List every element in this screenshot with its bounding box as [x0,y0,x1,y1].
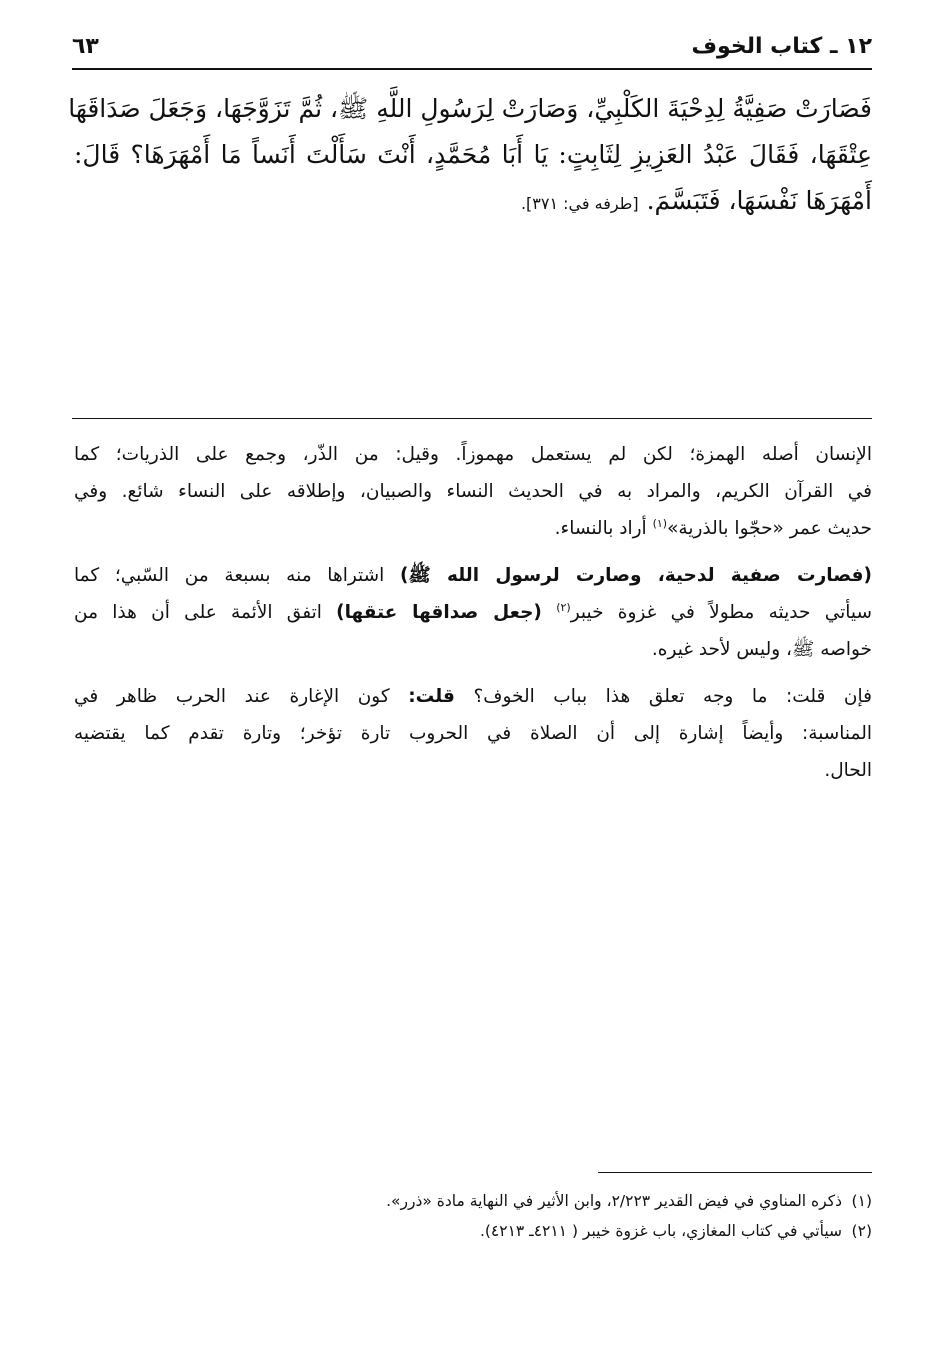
commentary-text: اشتراها منه بسبعة من السّبي؛ كما [74,565,400,586]
commentary-line: خواصه ﷺ، وليس لأحد غيره. [651,639,872,660]
commentary [74,436,872,799]
commentary-paragraph [74,436,872,547]
commentary-paragraph [74,557,872,668]
lemma-bold: (فصارت صفية لدحية، وصارت لرسول الله ﷺ) [399,565,872,586]
footnote-text: سيأتي في كتاب المغازي، باب غزوة خيبر ( ٤٢١١ـ ٤٢١٣). [479,1222,842,1240]
commentary-text: فإن قلت: ما وجه تعلق هذا بباب الخوف؟ [454,686,872,707]
hadith-line [74,178,872,227]
commentary-text: أراد بالنساء. [554,518,653,539]
footnote-number: (١) [851,1192,872,1210]
lemma-bold: قلت: [408,686,455,707]
lemma-bold: (جعل صداقها عتقها) [336,602,542,623]
footnotes-divider [598,1172,872,1173]
commentary-divider [72,418,872,419]
commentary-line [74,678,872,715]
hadith-line: فَصَارَتْ صَفِيَّةُ لِدِحْيَةَ الكَلْبِيِّ، وَصَارَتْ لِرَسُولِ اللَّهِ ﷺ، ثُمَّ تَزَوَّجَهَا، وَجَعَلَ صَدَاقَهَا [68,94,872,123]
hadith-reference: [طرفه في: ٣٧١]. [520,194,639,213]
footnote-ref[interactable]: (١) [652,516,668,530]
commentary-text: كون الإغارة عند الحرب ظاهر في [74,686,409,707]
commentary-line [74,557,872,594]
quote-text: حديث عمر «حجّوا بالذرية» [667,518,872,539]
header-divider [72,68,872,70]
footnote [74,1216,872,1246]
commentary-line: المناسبة: وأيضاً إشارة إلى أن الصلاة في الحروب تارة تؤخر؛ وتارة تقدم كما يقتضيه [74,723,872,744]
commentary-line: في القرآن الكريم، والمراد به في الحديث النساء والصبيان، وإطلاقه على النساء شائع. وفي [74,481,872,502]
commentary-line: الحال. [824,760,872,781]
commentary-text: اتفق الأئمة على أن هذا من [74,602,337,623]
hadith-line-text: أَمْهَرَهَا نَفْسَهَا، فَتَبَسَّمَ. [646,186,872,215]
commentary-paragraph [74,678,872,789]
footnote-number: (٢) [851,1222,872,1240]
chapter-title: ١٢ ـ كتاب الخوف [691,33,872,59]
page-header [72,28,872,64]
footnote-ref[interactable]: (٢) [556,600,571,614]
footnote [74,1186,872,1216]
commentary-line: الإنسان أصله الهمزة؛ لكن لم يستعمل مهموزاً. وقيل: من الذّر، وجمع على الذريات؛ كما [74,444,872,465]
commentary-line [74,594,872,631]
footnotes [74,1186,872,1246]
page-number: ٦٣ [72,33,99,59]
commentary-text: سيأتي حديثه مطولاً في غزوة خيبر [570,602,872,623]
commentary-line [74,510,872,547]
space [542,602,556,623]
hadith-text [68,86,872,227]
footnote-text: ذكره المناوي في فيض القدير ٢/٢٢٣، وابن الأثير في النهاية مادة «ذرر». [386,1192,842,1210]
hadith-line: عِتْقَهَا، فَقَالَ عَبْدُ العَزِيزِ لِثَابِتٍ: يَا أَبَا مُحَمَّدٍ، أَنْتَ سَأَلْتَ أَنَساً مَا أَمْهَرَهَا؟ قَالَ: [74,140,872,169]
